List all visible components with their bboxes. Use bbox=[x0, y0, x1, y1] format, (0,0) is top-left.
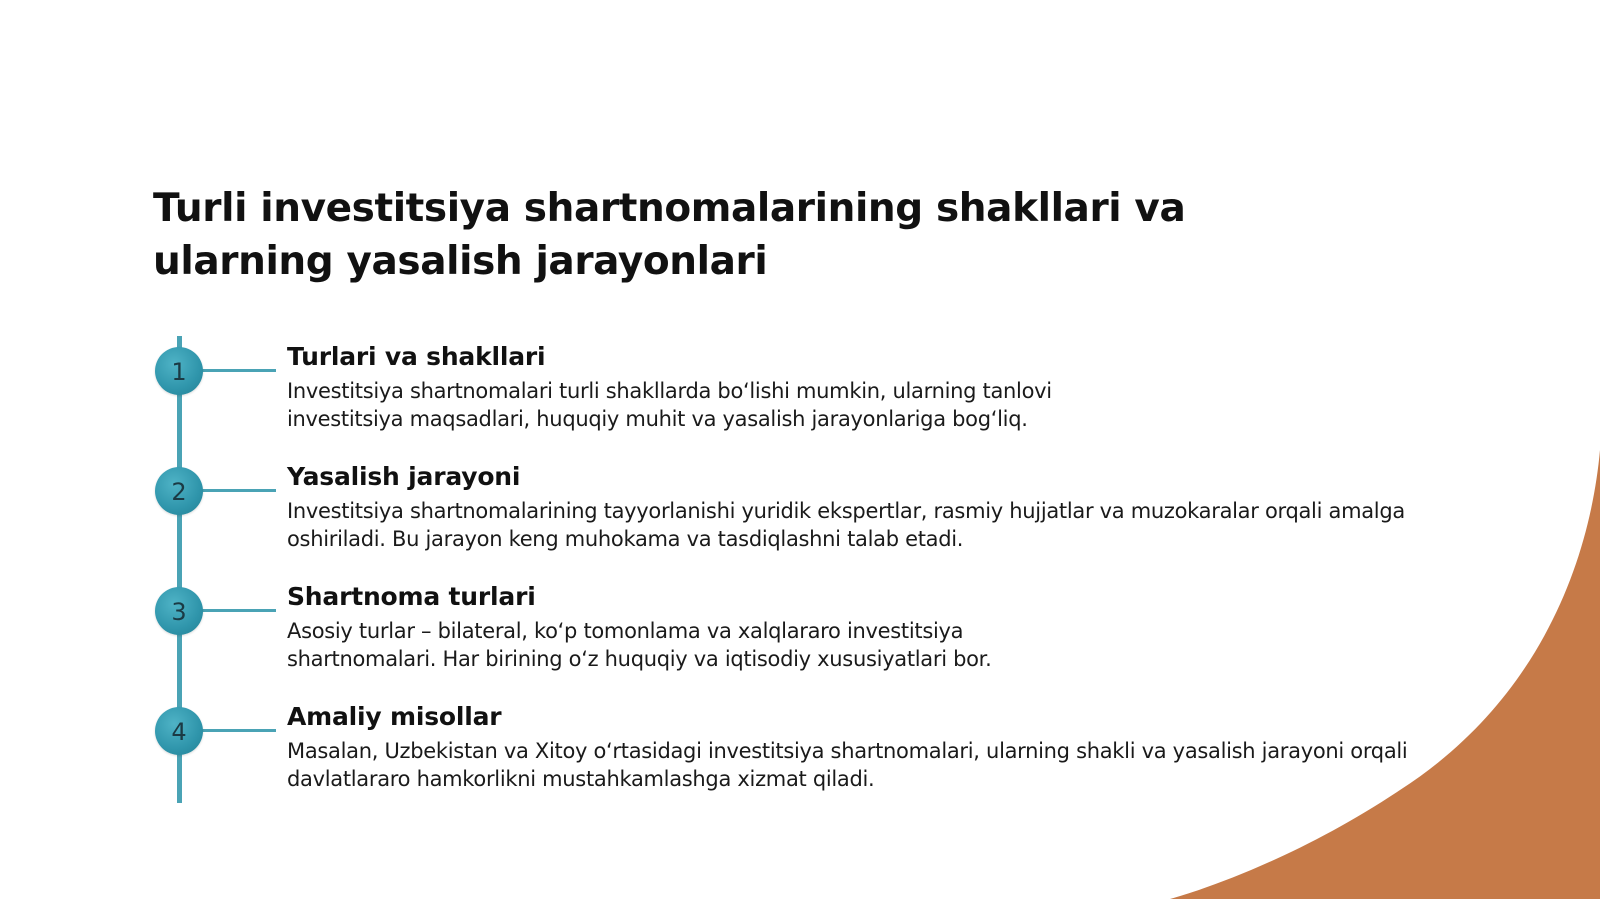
step-number-badge bbox=[155, 347, 203, 395]
step-description: Investitsiya shartnomalarining tayyorlanishi yuridik ekspertlar, rasmiy hujjatlar va muzokaralar orqali amalga oshiriladi. Bu jarayon keng muhokama va tasdiqlashni talab etadi. bbox=[287, 499, 1405, 551]
step-connector bbox=[195, 489, 276, 492]
step-heading: Turlari va shakllari bbox=[287, 342, 546, 371]
step-number-badge bbox=[155, 467, 203, 515]
step-heading: Shartnoma turlari bbox=[287, 582, 536, 611]
step-number: 4 bbox=[171, 718, 187, 746]
step-connector bbox=[195, 369, 276, 372]
step-number-badge bbox=[155, 587, 203, 635]
step-number: 3 bbox=[171, 598, 187, 626]
step-connector bbox=[195, 609, 276, 612]
step-description: Asosiy turlar – bilateral, ko‘p tomonlama va xalqlararo investitsiya shartnomalari. Har birining o‘z huquqiy va iqtisodiy xususiyatlari bor. bbox=[287, 619, 992, 671]
step-heading: Yasalish jarayoni bbox=[287, 462, 521, 491]
step-description: Masalan, Uzbekistan va Xitoy o‘rtasidagi investitsiya shartnomalari, ularning shakli va yasalish jarayoni orqali davlatlararo hamkorlikni mustahkamlashga xizmat qiladi. bbox=[287, 739, 1408, 791]
step-number-badge bbox=[155, 707, 203, 755]
step-number: 1 bbox=[171, 358, 187, 386]
step-heading: Amaliy misollar bbox=[287, 702, 502, 731]
step-description: Investitsiya shartnomalari turli shakllarda bo‘lishi mumkin, ularning tanlovi investitsiya maqsadlari, huquqiy muhit va yasalish jarayonlariga bog‘liq. bbox=[287, 379, 1052, 431]
step-connector bbox=[195, 729, 276, 732]
slide-title: Turli investitsiya shartnomalarining shakllari va ularning yasalish jarayonlari bbox=[153, 186, 1186, 284]
step-number: 2 bbox=[171, 478, 187, 506]
